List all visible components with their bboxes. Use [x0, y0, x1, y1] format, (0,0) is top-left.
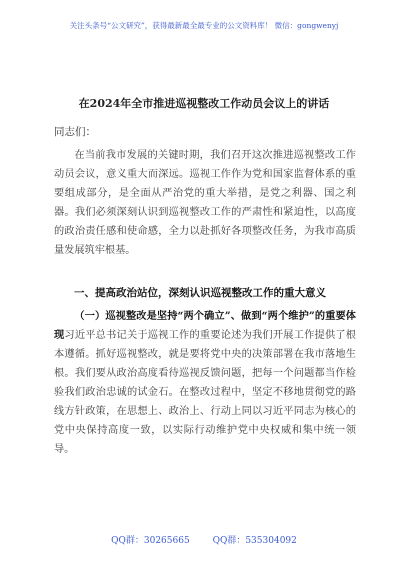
footer-contacts [0, 533, 408, 546]
subsection-body-1-1: 习近平总书记关于巡视工作的重要论述为我们开展工作提供了根本遵循。抓好巡视整改，就是要将党中央的决策部署在我市落地生根。我们要从政治高度看待巡视反馈问题，把每一个问题都当作检验我们政治忠诚的试金石。在整改过程中，坚定不移地贯彻党的路线方针政策，在思想上、政治上、行动上同以习近平同志为核心的党中央保持高度一致，以实际行动维护党中央权威和集中统一领导。 [54, 330, 356, 455]
footer-qq-group-2: QQ群：535304092 [212, 536, 297, 546]
header-promo-note: 关注头条号“公文研究”，获得最新最全最专业的公文资料库！ 微信：gongwenyj [69, 21, 339, 30]
paragraph-intro: 在当前我市发展的关键时期，我们召开这次推进巡视整改工作动员会议，意义重大而深远。巡视工作作为党和国家监督体系的重要组成部分，是全面从严治党的重大举措，是党之利器、国之利器。我们必须深刻认识到巡视整改工作的严肃性和紧迫性，以高度的政治责任感和使命感，全力以赴抓好各项整改任务，为我市高质量发展筑牢根基。 [54, 150, 356, 256]
subsection-heading-1-1: （一）巡视整改是坚持“两个确立”、做到“两个维护”的重要体现 [54, 310, 356, 341]
section-heading-1: 一、提高政治站位，深刻认识巡视整改工作的重大意义 [74, 287, 326, 299]
greeting: 同志们： [54, 126, 96, 138]
document-title: 在2024年全市推进巡视整改工作动员会议上的讲话 [78, 97, 330, 110]
footer-qq-group-1: QQ群：30265665 [111, 536, 190, 546]
paragraph-section-1-1 [54, 307, 356, 459]
